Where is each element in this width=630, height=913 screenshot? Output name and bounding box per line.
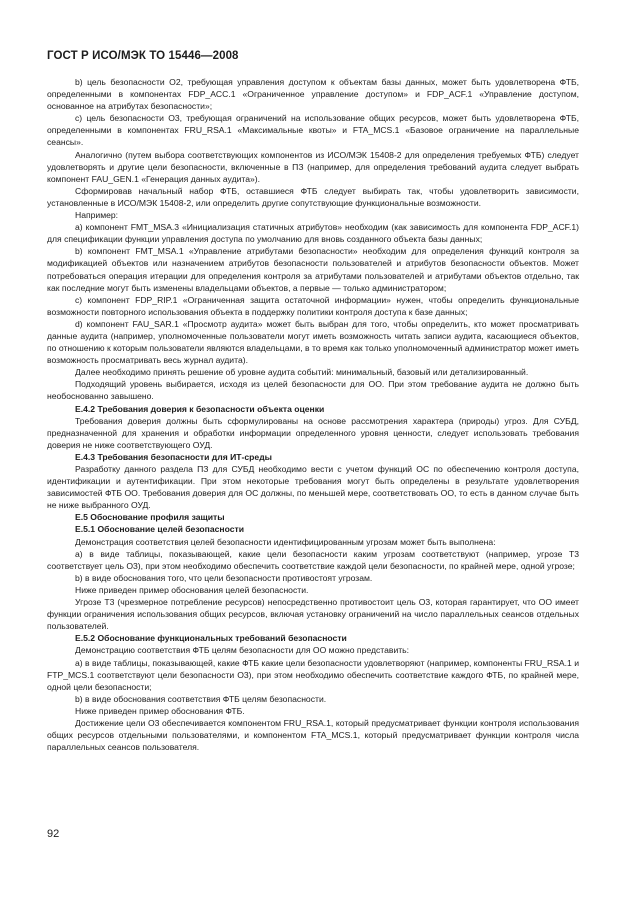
paragraph: Демонстрацию соответствия ФТБ целям безопасности для ОО можно представить: (75, 645, 410, 656)
page-number: 92 (47, 828, 60, 840)
list-item: c) компонент FDP_RIP.1 «Ограниченная защита остаточной информации» нужен, чтобы определить функциональные возможности повторного использования объекта в поддержку политики контроля доступа к базе данных; (47, 294, 579, 317)
list-item: a) в виде таблицы, показывающей, какие ФТБ какие цели безопасности удовлетворяют (например, компоненты FRU_RSA.1 и FTP_MCS.1 соответствуют цели безопасности О3), при этом необходимо обеспечить соответствие каждого ФТБ, по крайней мере, одной цели безопасности; (47, 657, 579, 692)
paragraph: c) цель безопасности О3, требующая ограничений на использование общих ресурсов, может быть удовлетворена ФТБ, определенными в компонентах FRU_RSA.1 «Максимальные квоты» и FTA_MCS.1 «Базовое ограничение на параллельные сеансы». (47, 113, 579, 148)
paragraph: Далее необходимо принять решение об уровне аудита событий: минимальный, базовый или детализированный. (75, 367, 529, 378)
list-item: b) в виде обоснования того, что цели безопасности противостоят угрозам. (75, 572, 373, 583)
paragraph: Угрозе Т3 (чрезмерное потребление ресурсов) непосредственно противостоит цель О3, которая гарантирует, что ОО имеет функции ограничения использования общих ресурсов, включая установку ограничений на число параллельных сеансов отдельных пользователей. (47, 597, 579, 632)
paragraph: Ниже приведен пример обоснования целей безопасности. (75, 584, 309, 595)
list-item: b) компонент FMT_MSA.1 «Управление атрибутами безопасности» необходим для определения функций контроля за модификацией объектов или назначением атрибутов безопасности пользователей и атрибутов безопасности объектов. Может потребоваться операция итерации для определения контроля за атрибутами пользователей и атрибутами объектов отдельно, так как последние могут быть изменены владельцами объектов, а первые — только администратором; (47, 246, 579, 293)
section-heading-e43: Е.4.3 Требования безопасности для ИТ-среды (75, 451, 273, 462)
list-item: a) компонент FMT_MSA.3 «Инициализация статичных атрибутов» необходим (как зависимость для компонента FDP_ACF.1) для спецификации функции управления доступа по умолчанию для вновь созданного объекта базы данных; (47, 222, 579, 245)
document-body (47, 76, 579, 753)
section-heading-e52: Е.5.2 Обоснование функциональных требований безопасности (75, 633, 347, 644)
section-heading-e5: Е.5 Обоснование профиля защиты (75, 512, 225, 523)
paragraph: b) цель безопасности О2, требующая управления доступом к объектам базы данных, может быть удовлетворена ФТБ, определенными в компонентах FDP_ACC.1 «Ограниченное управление доступом» и FDP_ACF.1 «Управление доступом, основанное на атрибутах безопасности»; (47, 77, 579, 112)
paragraph: Например: (75, 210, 119, 221)
document-header: ГОСТ Р ИСО/МЭК ТО 15446—2008 (47, 50, 239, 62)
paragraph: Аналогично (путем выбора соответствующих компонентов из ИСО/МЭК 15408-2 для определения требуемых ФТБ) следует удовлетворять и другие цели безопасности, включенные в ПЗ (например, для определения требований аудита следует выбрать компонент FAU_GEN.1 «Генерация данных аудита»). (47, 149, 579, 184)
section-heading-e42: Е.4.2 Требования доверия к безопасности объекта оценки (75, 403, 325, 414)
paragraph: Разработку данного раздела ПЗ для СУБД необходимо вести с учетом функций ОС по обеспечению контроля доступа, идентификации и аутентификации. При этом некоторые требования могут быть определены в результате удовлетворения зависимостей ФТБ ОО. Требования доверия для ОС должны, по меньшей мере, соответствовать ОО, то есть в данном случае быть не ниже выбранного ОУД. (47, 464, 579, 511)
paragraph: Подходящий уровень выбирается, исходя из целей безопасности для ОО. При этом требование аудита не должно быть необоснованно завышено. (47, 379, 579, 402)
list-item: d) компонент FAU_SAR.1 «Просмотр аудита» может быть выбран для того, чтобы определить, кто может просматривать данные аудита (например, уполномоченные пользователи могут иметь возможность читать записи аудита, касающиеся объектов, по отношению к которым пользователи являются владельцами, в то время как только уполномоченный администратор может иметь возможность просматривать весь журнал аудита). (47, 318, 579, 366)
paragraph: Достижение цели О3 обеспечивается компонентом FRU_RSA.1, который предусматривает функции контроля использования общих ресурсов отдельными пользователями, и компонентом FTA_MCS.1, который предусматривает функции контроля числа параллельных сеансов пользователя. (47, 717, 579, 753)
list-item: a) в виде таблицы, показывающей, какие цели безопасности каким угрозам соответствуют (например, угрозе Т3 соответствует цель О3), при этом необходимо обеспечить соответствие каждой цели безопасности, по крайней мере, одной угрозе; (47, 548, 579, 571)
list-item: b) в виде обоснования соответствия ФТБ целям безопасности. (75, 693, 327, 704)
section-heading-e51: Е.5.1 Обоснование целей безопасности (75, 524, 244, 535)
paragraph: Ниже приведен пример обоснования ФТБ. (75, 705, 245, 716)
paragraph: Демонстрация соответствия целей безопасности идентифицированным угрозам может быть выполнена: (75, 536, 496, 547)
paragraph: Сформировав начальный набор ФТБ, оставшиеся ФТБ следует выбирать так, чтобы удовлетворить зависимости, установленные в ИСО/МЭК 15408-2, или определить другие сопутствующие функциональные возможности. (47, 185, 579, 208)
paragraph: Требования доверия должны быть сформулированы на основе рассмотрения характера (природы) угроз. Для СУБД, предназначенной для хранения и обработки информации определенного уровня ценности, следует использовать требования доверия не ниже соответствующего ОУД. (47, 415, 579, 450)
